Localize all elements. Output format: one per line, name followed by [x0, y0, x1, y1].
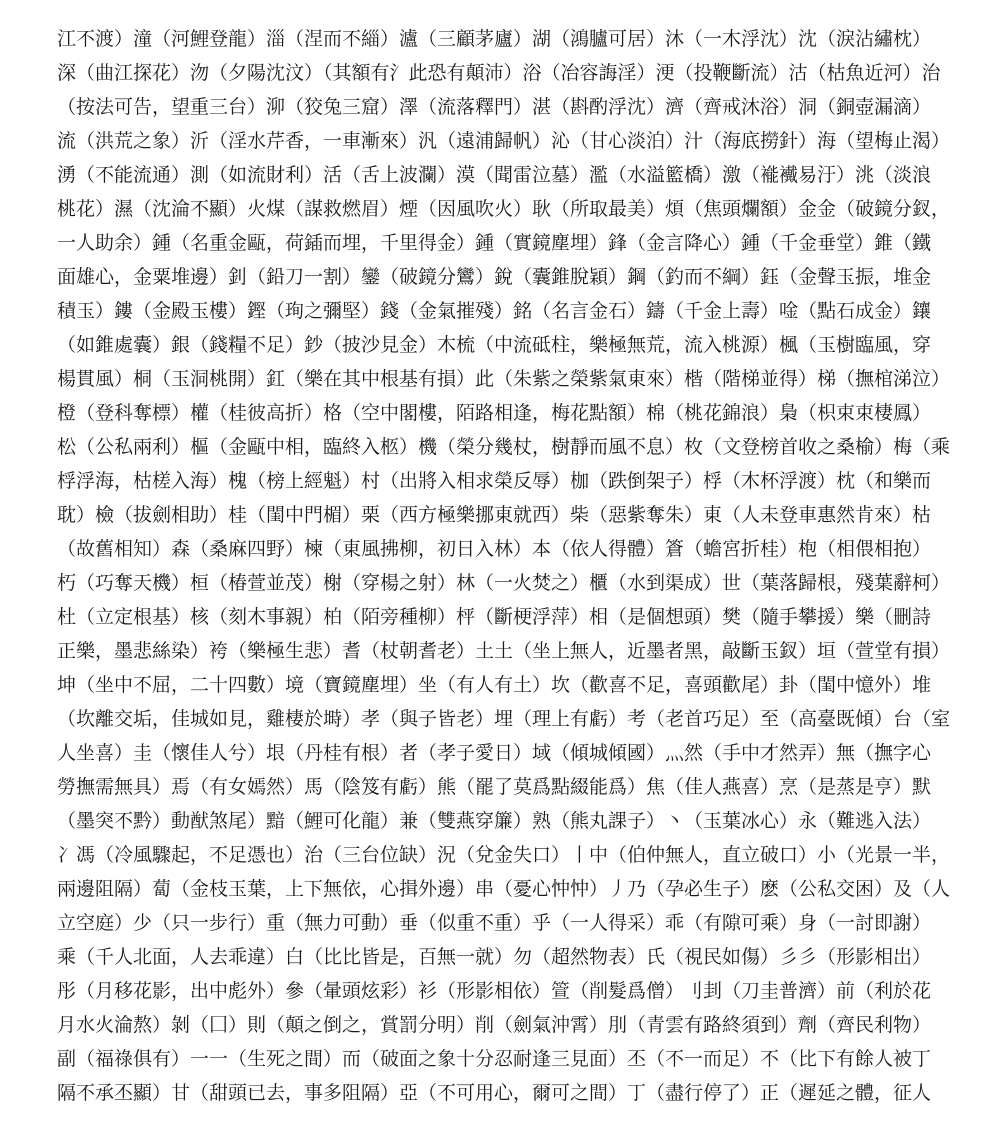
text-line: 冫馮（冷風驟起，不足憑也）治（三台位缺）況（兌金失口）丨中（伯仲無人，直立破口）小（光景一半，: [57, 844, 951, 866]
text-line: 隔不承丕顯）甘（甜頭已去，事多阻隔）亞（不可用心，爾可之間）丁（盡行停了）正（遲延之體，征人: [57, 1082, 932, 1104]
text-line: 積玉）鏤（金殿玉樓）鏗（珣之彌堅）錢（金氣摧殘）銘（名言金石）鑄（千金上壽）唫（點石成金）鑲: [57, 300, 932, 322]
text-line: 面雄心，金粟堆邊）釗（鉛刀一割）鑾（破鏡分鸞）銳（囊錐脫穎）鋼（釣而不綱）鈺（金聲玉振，堆金: [57, 266, 932, 288]
text-line: 桃花）濕（沈淪不顯）火煤（謀救燃眉）煙（因風吹火）耿（所取最美）煩（焦頭爛額）金金（破鏡分釵，: [57, 198, 951, 220]
text-line: 杜（立定根基）核（刻木事親）柏（陌旁種柳）枰（斷梗浮萍）相（是個想頭）樊（隨手攀援）樂（刪詩: [57, 606, 932, 628]
text-line: 橙（登科奪標）權（桂彼高折）格（空中閣樓，陌路相逢，梅花點額）棉（桃花錦浪）梟（枳束束棲鳳）: [57, 402, 932, 424]
text-line: 坤（坐中不屈，二十四數）境（寶鏡塵埋）坐（有人有土）坎（歡喜不足，喜頭歡尾）卦（閨中憶外）堆: [57, 674, 932, 696]
text-line: 兩邊阻隔）蔔（金枝玉葉，上下無依，心揖外邊）串（憂心忡忡）丿乃（孕必生子）麽（公私交困）及（人: [57, 878, 951, 900]
text-line: 深（曲江探花）沕（夕陽沈汶）（其額有氵此恐有顛沛）浴（冶容誨淫）浭（投鞭斷流）沽（枯魚近河）治: [57, 62, 941, 84]
text-line: 人坐喜）圭（懷佳人兮）垠（丹桂有根）者（孝子愛日）域（傾城傾國）灬然（手中才然弄）無（撫字心: [57, 742, 932, 764]
text-line: 松（公私兩利）樞（金甌中相，臨終入柩）機（榮分幾杖，樹靜而風不息）枚（文登榜首收之桑榆）梅（乘: [57, 436, 951, 458]
text-line: （墨突不黔）動猷煞尾）黯（鯉可化龍）兼（雙燕穿簾）熟（熊丸課子）丶（玉葉冰心）永（難逃入法）: [57, 810, 932, 832]
text-line: 一人助余）鍾（名重金甌，荷鍤而埋，千里得金）鍾（實鏡塵埋）鋒（金言降心）鍾（千金垂堂）錐（鐵: [57, 232, 932, 254]
text-line: 副（福祿俱有）一一（生死之間）而（破面之象十分忍耐逢三見面）丕（不一而足）不（比下有餘人被丁: [57, 1048, 932, 1070]
text-line: 流（洪荒之象）沂（淫水芹香，一車漸來）汎（遠浦歸帆）沁（甘心淡泊）汁（海底撈針）海（望梅止渴）: [57, 130, 951, 152]
text-line: （如錐處囊）銀（錢糧不足）鈔（披沙見金）木梳（中流砥柱，樂極無荒，流入桃源）楓（玉樹臨風，穿: [57, 334, 932, 356]
text-line: 月水火淪熬）剝（囗）則（顛之倒之，賞罰分明）削（劍氣沖霄）刖（青雲有路終須到）劑（齊民利物）: [57, 1014, 932, 1036]
text-line: 湧（不能流通）測（如流財利）活（舌上波瀾）漠（聞雷泣墓）濫（水溢籃橋）激（褦襶易汙）洮（淡浪: [57, 164, 932, 186]
text-line: （坎離交垢，佳城如見，雞棲於塒）孝（與子皆老）埋（理上有虧）考（老首巧足）至（高臺既傾）台（室: [57, 708, 951, 730]
document-page: [57, 22, 957, 1110]
text-line: 朽（巧奪天機）桓（椿萱並茂）榭（穿楊之射）林（一火焚之）櫃（水到渠成）世（葉落歸根，殘葉辭柯）: [57, 572, 951, 594]
text-line: 楊貫風）桐（玉洞桃開）釭（樂在其中根基有損）此（朱紫之榮紫氣東來）楷（階梯並得）梯（撫棺涕泣）: [57, 368, 951, 390]
text-line: 彤（月移花影，出中彪外）參（暈頭炫彩）衫（形影相依）箮（削髮爲僧）刂刲（刀圭普濟）前（利於花: [57, 980, 932, 1002]
text-line: 立空庭）少（只一步行）重（無力可動）垂（似重不重）乎（一人得采）乖（有隙可乘）身（一討即謝）: [57, 912, 932, 934]
text-line: 正樂，墨悲絲染）袴（樂極生悲）耆（杖朝耆老）土土（坐上無人，近墨者黑，敲斷玉釵）垣（萱堂有損）: [57, 640, 951, 662]
text-line: 江不渡）潼（河鯉登龍）淄（涅而不緇）瀘（三顧茅廬）湖（鴻臚可居）沐（一木浮沈）沈（淚沾繡枕）: [57, 28, 932, 50]
text-line: 乘（千人北面，人去乖違）白（比比皆是，百無一就）勿（超然物表）氏（視民如傷）彡彡（形影相岀）: [57, 946, 932, 968]
text-line: （按法可告，望重三台）泖（狡兔三窟）澤（流落釋門）湛（斟酌浮沈）濟（齊戒沐浴）洞（銅壺漏滴）: [57, 96, 932, 118]
text-line: 桴浮海，枯槎入海）槐（榜上經魁）村（出將入相求榮反辱）枷（跌倒架子）桴（木杯浮渡）枕（和樂而: [57, 470, 932, 492]
text-line: 勞撫需無具）焉（有女嫣然）馬（陰笈有虧）熊（罷了莫爲點綴能爲）焦（佳人燕喜）烹（是蒸是亨）默: [57, 776, 932, 798]
text-line: （故舊相知）森（桑麻四野）楝（東風拂柳，初日入林）本（依人得體）篬（蟾宮折桂）枹（相偎相抱）: [57, 538, 932, 560]
text-line: 耽）檢（拔劍相助）桂（閨中門楣）栗（西方極樂挪東就西）柴（惡紫奪朱）東（人未登車惠然肯來）枯: [57, 504, 932, 526]
